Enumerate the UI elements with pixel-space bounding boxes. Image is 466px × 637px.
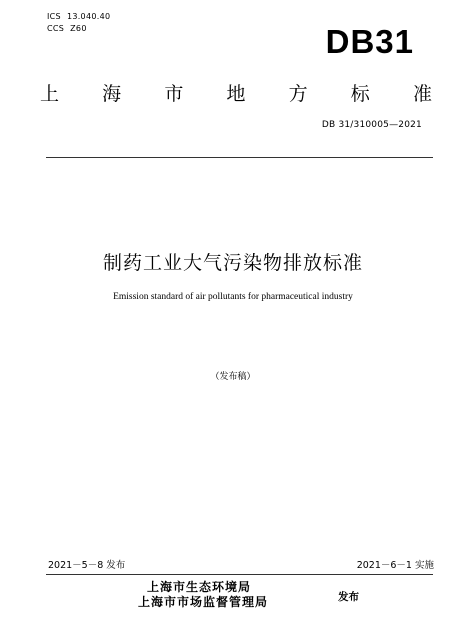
standard-type-char: 市 [164, 83, 184, 105]
standard-type-char: 地 [226, 83, 246, 105]
classification-codes [47, 11, 110, 35]
db-logo: DB31 [325, 23, 414, 60]
draft-status: （发布稿） [210, 372, 256, 382]
standard-type-char: 方 [288, 83, 308, 105]
top-divider [46, 157, 433, 158]
standard-number: DB 31/310005—2021 [321, 120, 422, 130]
standard-type-char: 上 [40, 83, 60, 105]
publisher-block [138, 580, 268, 610]
publish-label: 发布 [338, 591, 359, 603]
standard-type-char: 海 [102, 83, 122, 105]
standard-type-char: 标 [350, 83, 370, 105]
implementation-date: 2021－6－1 实施 [356, 560, 434, 571]
publisher-name: 上海市生态环境局 [147, 580, 252, 594]
issue-date: 2021－5－8 发布 [48, 560, 126, 571]
title-chinese: 制药工业大气污染物排放标准 [102, 252, 363, 274]
ccs-label: CCS [47, 24, 65, 33]
ics-code: 13.040.40 [66, 12, 111, 21]
standard-type-char: 准 [412, 83, 432, 105]
ccs-code: Z60 [70, 24, 87, 33]
bottom-divider [46, 574, 433, 575]
standard-type [40, 82, 432, 106]
ics-line [47, 11, 110, 23]
publisher-name: 上海市市场监督管理局 [138, 595, 269, 609]
ccs-line [47, 23, 110, 35]
title-english: Emission standard of air pollutants for pharmaceutical industry [113, 292, 353, 302]
ics-label: ICS [47, 12, 61, 21]
